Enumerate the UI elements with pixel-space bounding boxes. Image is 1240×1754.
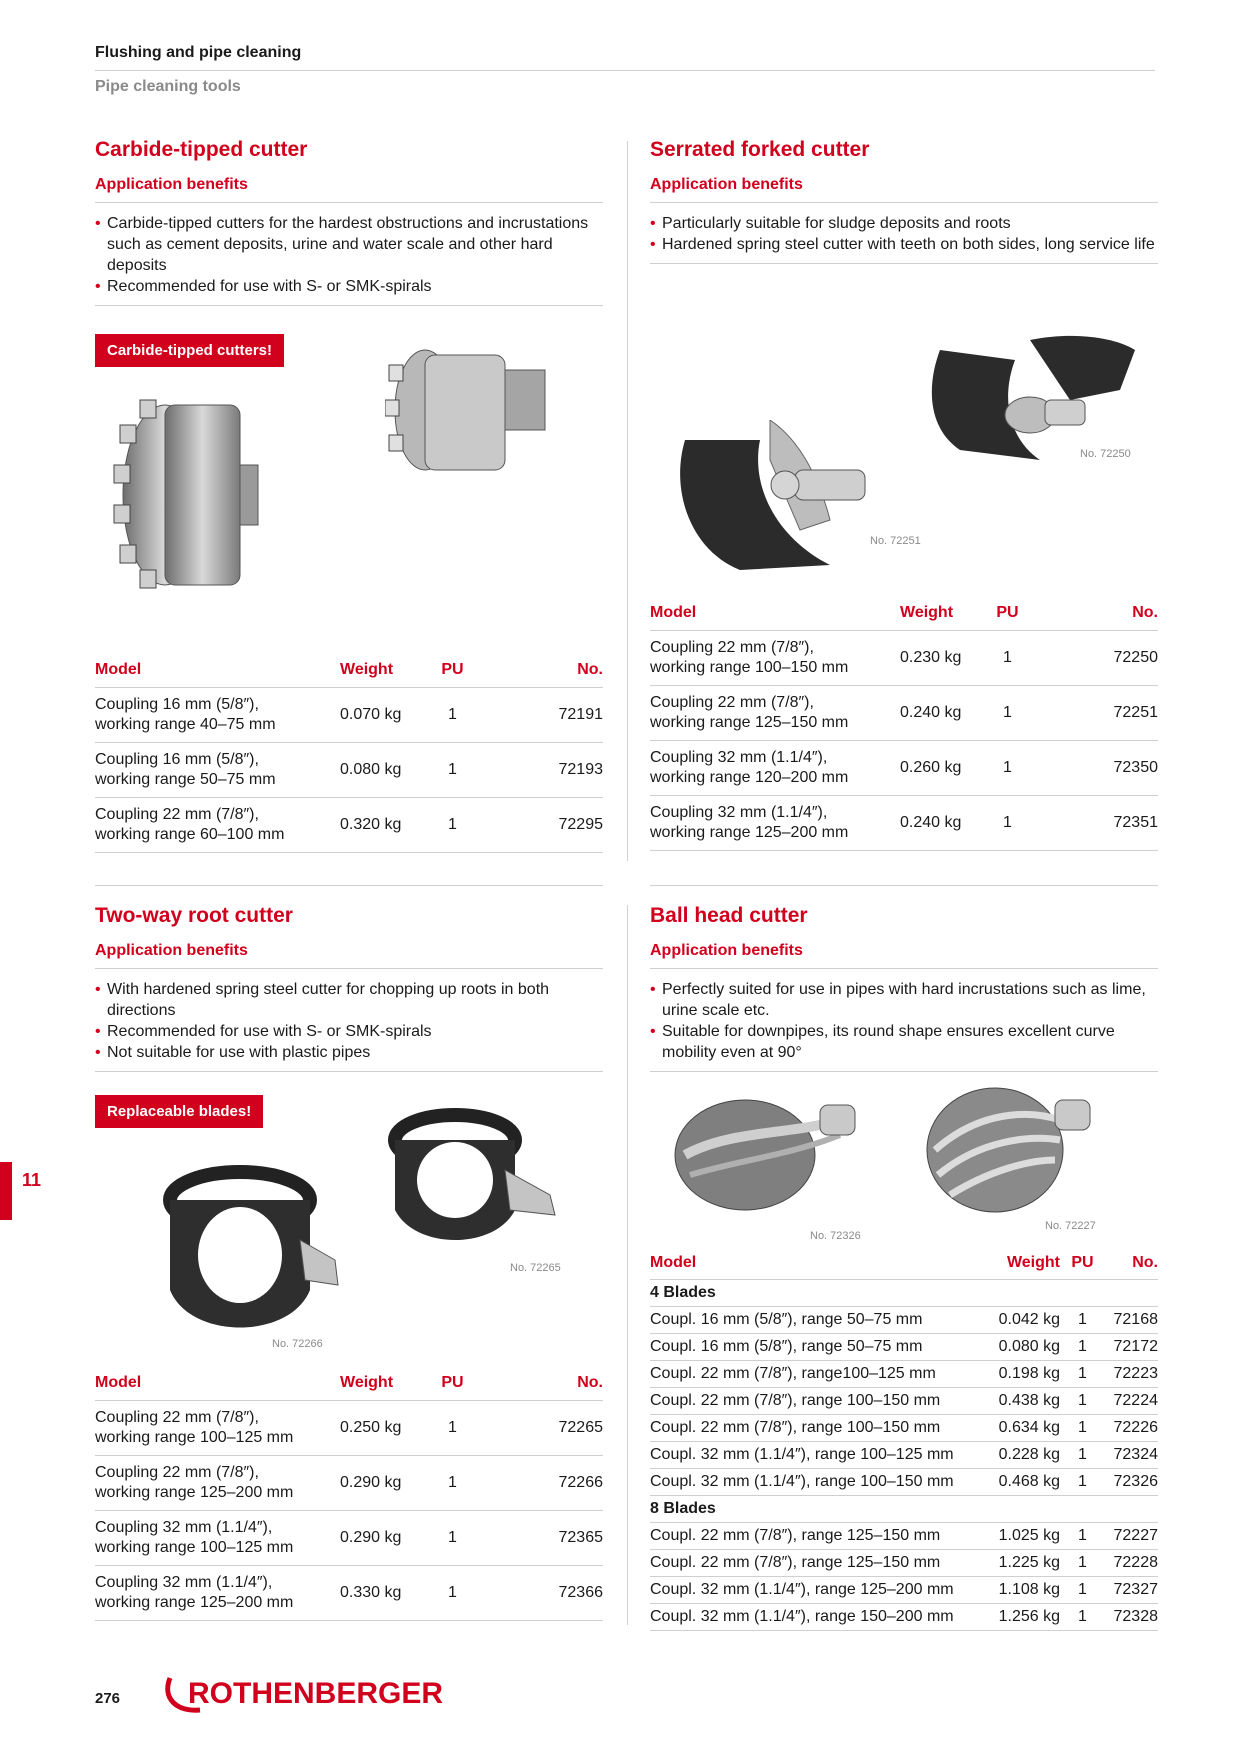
col-no: No. [480,655,603,688]
col-pu: PU [425,655,480,688]
carbide-benefits-heading: Application benefits [95,176,603,203]
root-cutter-photo-72265 [385,1100,565,1260]
cell-no: 72227 [1105,1523,1158,1550]
table-row: Coupling 32 mm (1.1/4″), working range 125–200 mm 0.240 kg 1 72351 [650,796,1158,851]
chapter-tab [0,1162,12,1220]
caption-72326: No. 72326 [810,1230,861,1242]
carbide-title: Carbide-tipped cutter [95,138,308,161]
root-benefits-heading: Application benefits [95,942,603,969]
cell-weight: 0.198 kg [990,1361,1060,1388]
table-row: Coupling 16 mm (5/8″), working range 50–75 mm 0.080 kg 1 72193 [95,743,603,798]
carbide-badge: Carbide-tipped cutters! [95,334,284,367]
root-badge: Replaceable blades! [95,1095,263,1128]
table-row [650,1550,1158,1577]
carbide-benefits-list [95,203,603,306]
table-row [650,1577,1158,1604]
column-divider-bottom [627,905,628,1625]
cell-no: 72326 [1105,1469,1158,1496]
serrated-spec-table [650,598,1158,851]
root-spec-table [95,1368,603,1621]
rothenberger-logo [164,1670,474,1714]
root-title: Two-way root cutter [95,904,293,927]
column-divider-top [627,141,628,861]
serrated-benefits-list [650,203,1158,264]
table-row [650,1307,1158,1334]
section-separator-left [95,885,603,886]
col-model: Model [95,655,340,688]
brand-name: ROTHENBERGER [188,1677,444,1710]
cell-model: Coupl. 16 mm (5/8″), range 50–75 mm [650,1334,990,1361]
table-row [650,1334,1158,1361]
table-row: Coupling 22 mm (7/8″), working range 125–200 mm 0.290 kg 1 72266 [95,1456,603,1511]
benefit-item: • Suitable for downpipes, its round shape ensures excellent curve mobility even at 90° [650,1023,1115,1061]
serrated-title: Serrated forked cutter [650,138,870,161]
ball-benefits-heading: Application benefits [650,942,1158,969]
cell-model: Coupl. 22 mm (7/8″), range 125–150 mm [650,1523,990,1550]
table-row: Coupling 32 mm (1.1/4″), working range 125–200 mm 0.330 kg 1 72366 [95,1566,603,1621]
cell-no: 72168 [1105,1307,1158,1334]
group-row-8-blades: 8 Blades [650,1496,1158,1523]
col-weight: Weight [990,1250,1060,1280]
table-row [650,1388,1158,1415]
header-divider [95,70,1155,71]
table-row: Coupling 32 mm (1.1/4″), working range 120–200 mm 0.260 kg 1 72350 [650,741,1158,796]
col-model: Model [650,598,900,631]
cell-weight: 0.042 kg [990,1307,1060,1334]
page-category: Flushing and pipe cleaning [95,44,302,61]
cell-weight: 0.634 kg [990,1415,1060,1442]
carbide-cutter-photo-small [385,340,555,490]
root-cutter-section [95,904,603,1072]
cell-no: 72327 [1105,1577,1158,1604]
col-no: No. [1035,598,1158,631]
col-pu: PU [1060,1250,1105,1280]
ball-benefits-list [650,969,1158,1072]
ball-table-body [650,1280,1158,1631]
cell-pu: 1 [1060,1550,1105,1577]
cell-weight: 1.256 kg [990,1604,1060,1631]
table-row: Coupling 22 mm (7/8″), working range 100–125 mm 0.250 kg 1 72265 [95,1401,603,1456]
cell-pu: 1 [1060,1307,1105,1334]
benefit-item: • Particularly suitable for sludge deposits and roots [650,215,1011,232]
table-row: Coupling 16 mm (5/8″), working range 40–75 mm 0.070 kg 1 72191 [95,688,603,743]
cell-weight: 0.468 kg [990,1469,1060,1496]
brand-logo [164,1670,474,1719]
page-subcategory: Pipe cleaning tools [95,78,241,95]
cell-weight: 1.108 kg [990,1577,1060,1604]
col-model: Model [650,1250,990,1280]
ball-cutter-photo-72227 [920,1080,1100,1220]
col-pu: PU [980,598,1035,631]
cell-pu: 1 [1060,1469,1105,1496]
caption-72265: No. 72265 [510,1262,561,1274]
cell-weight: 1.225 kg [990,1550,1060,1577]
cell-model: Coupl. 22 mm (7/8″), range 125–150 mm [650,1550,990,1577]
ball-spec-table [650,1250,1158,1631]
benefit-item: • Hardened spring steel cutter with teeth on both sides, long service life [650,236,1155,253]
serrated-benefits-heading: Application benefits [650,176,1158,203]
col-no: No. [1105,1250,1158,1280]
col-weight: Weight [900,598,980,631]
cell-no: 72172 [1105,1334,1158,1361]
ball-cutter-photo-72326 [670,1090,860,1220]
cell-model: Coupl. 16 mm (5/8″), range 50–75 mm [650,1307,990,1334]
carbide-spec-table [95,655,603,853]
cell-pu: 1 [1060,1523,1105,1550]
carbide-cutter-photo-large [110,385,260,595]
table-row: Coupling 22 mm (7/8″), working range 100–150 mm 0.230 kg 1 72250 [650,631,1158,686]
table-row [650,1469,1158,1496]
cell-no: 72226 [1105,1415,1158,1442]
cell-pu: 1 [1060,1388,1105,1415]
cell-weight: 0.080 kg [990,1334,1060,1361]
cell-no: 72223 [1105,1361,1158,1388]
table-row [650,1442,1158,1469]
page-number: 276 [95,1690,121,1707]
col-no: No. [480,1368,603,1401]
table-row: Coupling 22 mm (7/8″), working range 125–150 mm 0.240 kg 1 72251 [650,686,1158,741]
cell-no: 72228 [1105,1550,1158,1577]
caption-72266: No. 72266 [272,1338,323,1350]
cell-pu: 1 [1060,1361,1105,1388]
group-row-4-blades: 4 Blades [650,1280,1158,1307]
root-benefits-list [95,969,603,1072]
benefit-item: • Recommended for use with S- or SMK-spirals [95,1023,432,1040]
table-row [650,1523,1158,1550]
carbide-cutter-section [95,138,603,306]
benefit-item: • With hardened spring steel cutter for chopping up roots in both directions [95,981,550,1019]
cell-weight: 1.025 kg [990,1523,1060,1550]
cell-no: 72224 [1105,1388,1158,1415]
caption-72250: No. 72250 [1080,448,1131,460]
table-row [650,1604,1158,1631]
cell-model: Coupl. 22 mm (7/8″), range 100–150 mm [650,1415,990,1442]
cell-pu: 1 [1060,1415,1105,1442]
ball-title: Ball head cutter [650,904,808,927]
benefit-item: • Recommended for use with S- or SMK-spirals [95,278,432,295]
cell-weight: 0.228 kg [990,1442,1060,1469]
col-weight: Weight [340,655,425,688]
benefit-item: • Carbide-tipped cutters for the hardest obstructions and incrustations such as cement deposits, urine and water scale and other hard deposits [95,215,589,274]
table-row: Coupling 22 mm (7/8″), working range 60–100 mm 0.320 kg 1 72295 [95,798,603,853]
benefit-item: • Not suitable for use with plastic pipes [95,1044,371,1061]
cell-model: Coupl. 22 mm (7/8″), range 100–150 mm [650,1388,990,1415]
cell-pu: 1 [1060,1334,1105,1361]
cell-pu: 1 [1060,1442,1105,1469]
table-row [650,1361,1158,1388]
benefit-item: • Perfectly suited for use in pipes with hard incrustations such as lime, urine scale etc. [650,981,1146,1019]
cell-model: Coupl. 32 mm (1.1/4″), range 100–125 mm [650,1442,990,1469]
chapter-number: 11 [22,1170,42,1190]
section-separator-right [650,885,1158,886]
col-model: Model [95,1368,340,1401]
table-row [650,1415,1158,1442]
ball-cutter-section [650,904,1158,1072]
cell-weight: 0.438 kg [990,1388,1060,1415]
cell-model: Coupl. 32 mm (1.1/4″), range 100–150 mm [650,1469,990,1496]
serrated-cutter-section [650,138,1158,264]
caption-72251: No. 72251 [870,535,921,547]
cell-model: Coupl. 22 mm (7/8″), range100–125 mm [650,1361,990,1388]
cell-model: Coupl. 32 mm (1.1/4″), range 125–200 mm [650,1577,990,1604]
cell-no: 72328 [1105,1604,1158,1631]
serrated-cutter-photo-72251 [670,420,900,580]
cell-pu: 1 [1060,1604,1105,1631]
table-row: Coupling 32 mm (1.1/4″), working range 100–125 mm 0.290 kg 1 72365 [95,1511,603,1566]
cell-no: 72324 [1105,1442,1158,1469]
cell-model: Coupl. 32 mm (1.1/4″), range 150–200 mm [650,1604,990,1631]
col-weight: Weight [340,1368,425,1401]
col-pu: PU [425,1368,480,1401]
root-cutter-photo-72266 [160,1160,340,1350]
caption-72227: No. 72227 [1045,1220,1096,1232]
cell-pu: 1 [1060,1577,1105,1604]
